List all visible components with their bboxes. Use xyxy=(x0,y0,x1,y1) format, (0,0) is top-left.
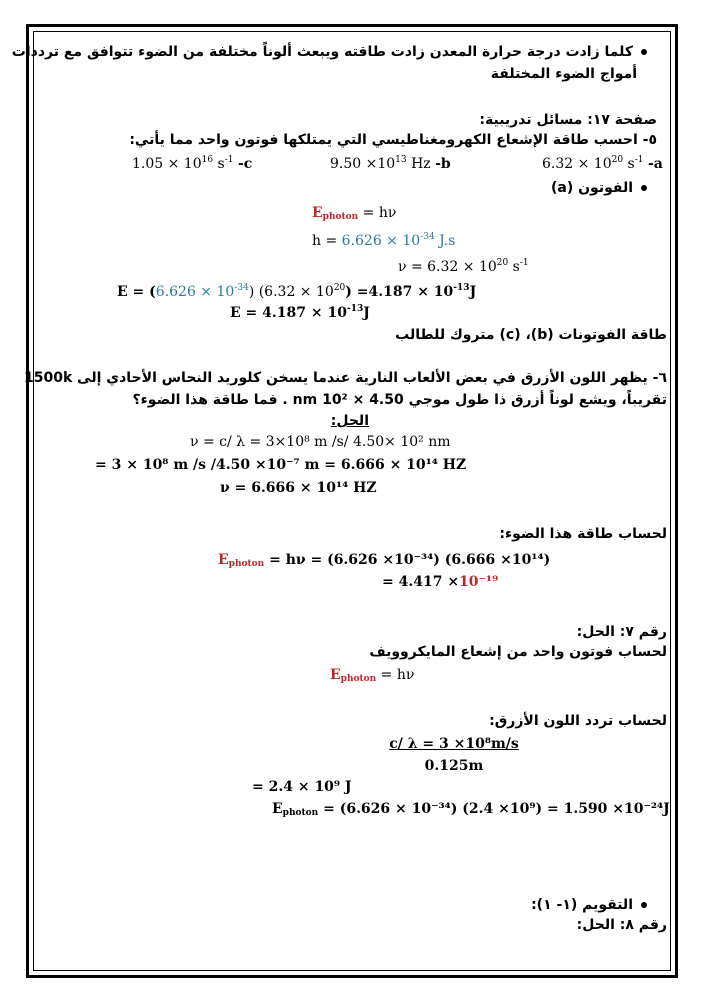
page17-heading: صفحة ١٧: مسائل تدريبية: xyxy=(479,112,657,128)
q6-line-1: ٦- يظهر اللون الأزرق في بعض الألعاب النارية عندما يسخن كلوريد النحاس الأحادي إلى 1500k xyxy=(24,370,667,386)
q5-text: ٥- احسب طاقة الإشعاع الكهرومغناطيسي التي يمتلكها فوتون واحد مما يأتي: xyxy=(129,132,657,148)
q8-heading: رقم ٨: الحل: xyxy=(576,917,667,933)
page-border-inner xyxy=(33,31,671,971)
q7-energy-formula: $E_{photon} = h\nu$ xyxy=(330,667,415,684)
option-c: $1.05 \times 10^{16}$ $s^{-1}$ -c xyxy=(132,155,253,172)
q6-line-2: تقريباً، ويشع لوناً أزرق ذا طول موجي 4.50 × 10² nm . فما طاقة هذا الضوء؟ xyxy=(132,392,667,408)
bullet-icon xyxy=(641,902,647,908)
q7-fraction-numerator-text: c/ λ = 3 ×10⁸m/s xyxy=(389,736,519,752)
intro-line-2: أمواج الضوء المختلفة xyxy=(490,66,637,82)
q6-frequency-eq-1: ν = c/ λ = 3×10⁸ m /s/ 4.50× 10² nm xyxy=(190,434,451,450)
energy-result-a: $E = 4.187 \times 10^{-13}J$ xyxy=(230,304,370,321)
planck-constant: $h = 6.626 \times 10^{-34}$ J.s xyxy=(312,232,456,249)
bullet-icon xyxy=(641,49,647,55)
q6-frequency-result: ν = 6.666 × 10¹⁴ HZ xyxy=(220,480,377,496)
photon-a-label: الفوتون (a) xyxy=(551,180,647,196)
q6-solution-label: الحل: xyxy=(330,413,369,429)
q6-energy-heading: لحساب طاقة هذا الضوء: xyxy=(499,526,667,542)
photon-energy-formula-a: $E_{photon} = h\nu$ xyxy=(312,205,397,222)
q7-result-1: = 2.4 × 10⁹ J xyxy=(252,779,352,795)
evaluation-heading: التقويم (١- ١): xyxy=(531,897,647,913)
option-b: $9.50 \times 10^{13}$ Hz -b xyxy=(330,155,451,172)
option-a: $6.32 \times 10^{20}$ $s^{-1}$ -a xyxy=(542,155,663,172)
q6-energy-result: = 4.417 ×10⁻¹⁹ xyxy=(382,574,499,590)
intro-line-1: كلما زادت درجة حرارة المعدن زادت طاقته ويبعث ألوناً مختلفة من الضوء تتوافق مع ترددات xyxy=(12,44,647,60)
q7-subheading: لحساب فوتون واحد من إشعاع المايكروويف xyxy=(369,644,667,660)
q7-fraction-numerator xyxy=(384,736,524,752)
q7-frequency-heading: لحساب تردد اللون الأزرق: xyxy=(489,713,667,729)
bullet-icon xyxy=(641,185,647,191)
photons-bc-note: طاقة الفوتونات (b)، (c) متروك للطالب xyxy=(395,327,667,343)
q7-final-equation: $E_{photon} = (6.626 \times 10^{-34})$ (2.4 ×10⁹) = 1.590 ×10⁻²⁴J xyxy=(272,801,670,818)
q7-fraction-denominator: 0.125m xyxy=(424,758,484,774)
energy-calc-a: $E = (6.626 \times 10^{-34})$ $(6.32 \times 10^{20}) =4.187 \times 10^{-13}J$ xyxy=(117,283,477,300)
frequency-a: $\nu = 6.32 \times 10^{20}$ $s^{-1}$ xyxy=(398,258,529,275)
q7-heading: رقم ٧: الحل: xyxy=(576,624,667,640)
q6-frequency-eq-2: = 3 × 10⁸ m /s /4.50 ×10⁻⁷ m = 6.666 × 10¹⁴ HZ xyxy=(95,457,467,473)
q6-energy-eq: $E_{photon} = h\nu = (6.626 \times 10^{-34})$ (6.666 ×10¹⁴) xyxy=(218,552,551,569)
